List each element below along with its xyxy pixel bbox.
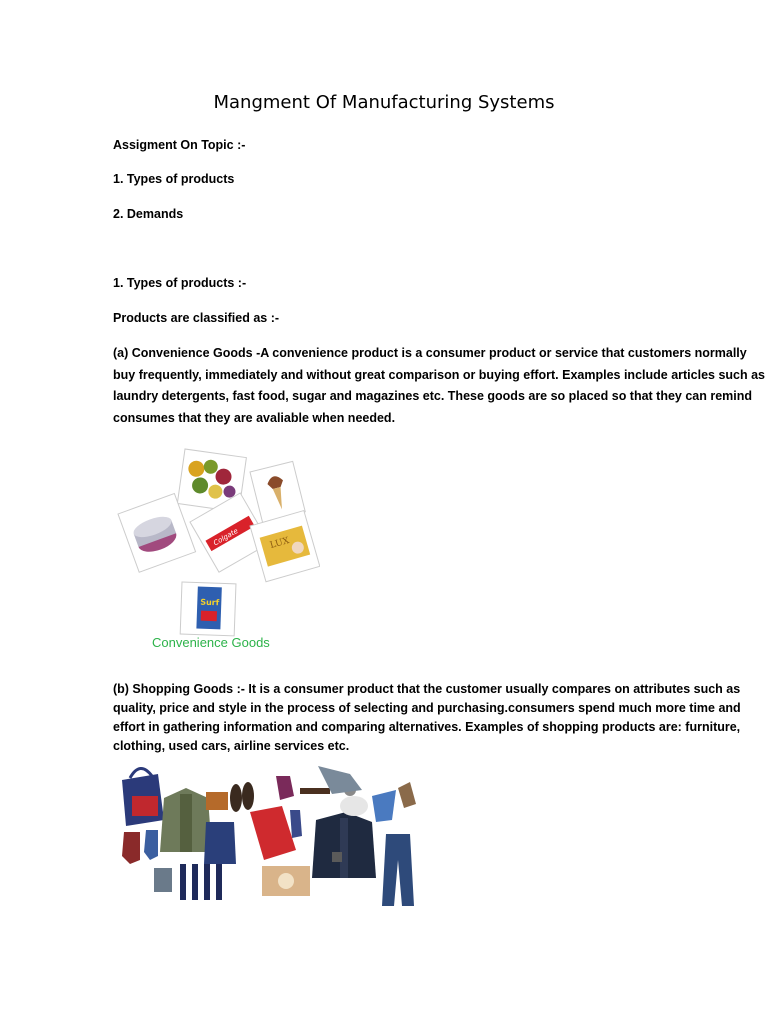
convenience-caption: Convenience Goods: [152, 635, 270, 650]
page-title: Mangment Of Manufacturing Systems: [213, 92, 555, 113]
section-heading: 1. Types of products :-: [113, 276, 247, 290]
shopping-paragraph: (b) Shopping Goods :- It is a consumer product that the customer usually compares on attributes such as quality, price and style in the process of selecting and purchasing.consumers spend much more time and effort in gathering information and comparing alternatives. Examples of shopping products are: furniture, clothing, used cars, airline services etc.: [113, 682, 741, 753]
shopping-goods-image: [110, 760, 422, 910]
convenience-goods-image: [110, 444, 320, 654]
detergent-brand-label: Surf: [200, 597, 220, 608]
soap-brand-label: LUX: [268, 535, 291, 551]
convenience-paragraph: (a) Convenience Goods -A convenience product is a consumer product or service that customers normally buy frequently, immediately and without great comparison or buying effort. Examples include articles such as laundry detergents, fast food, sugar and magazines etc. These goods are so placed so that they can remind consumes that they are avaliable when needed.: [113, 346, 765, 425]
classified-intro: Products are classified as :-: [113, 311, 280, 325]
topic-item-1: 1. Types of products: [113, 172, 235, 186]
toothpaste-brand-label: Colgate: [212, 526, 240, 548]
assignment-heading: Assigment On Topic :-: [113, 138, 246, 152]
topic-item-2: 2. Demands: [113, 207, 184, 221]
